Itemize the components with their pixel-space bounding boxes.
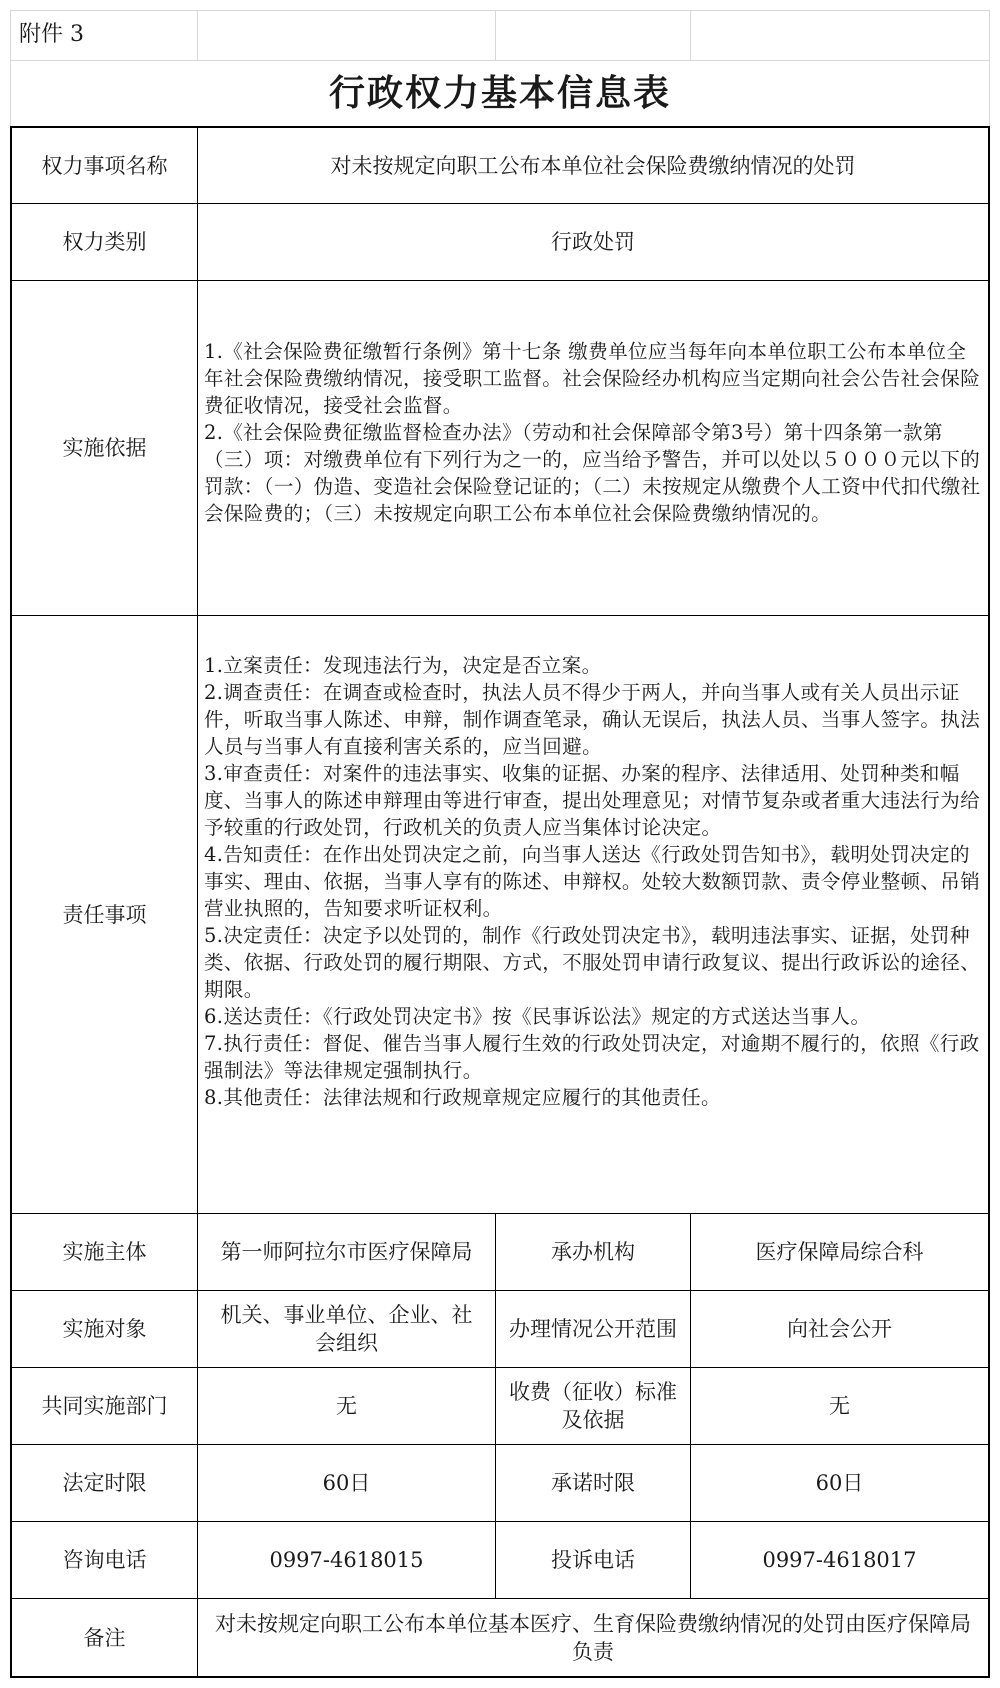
promised-time-limit-value: 60日 [815, 1471, 864, 1495]
joint-departments-label: 共同实施部门 [41, 1394, 168, 1418]
responsibility-item: 7.执行责任：督促、催告当事人履行生效的行政处罚决定，对逾期不履行的，依照《行政强制法》等法律规定强制执行。 [204, 1032, 980, 1082]
handling-org-value: 医疗保障局综合科 [755, 1240, 924, 1264]
gridline [989, 60, 990, 126]
responsibility-item: 6.送达责任：《行政处罚决定书》按《民事诉讼法》规定的方式送达当事人。 [204, 1005, 871, 1028]
responsibility-item: 2.调查责任：在调查或检查时，执法人员不得少于两人，并向当事人或有关人员出示证件，听取当事人陈述、申辩，制作调查笔录，确认无误后，执法人员、当事人签字。执法人员与当事人有直接利害关系的，应当回避。 [204, 681, 981, 758]
joint-departments-value: 无 [336, 1394, 357, 1418]
remarks-label: 备注 [83, 1625, 126, 1650]
target-value: 机关、事业单位、企业、社会组织 [220, 1303, 473, 1355]
promised-time-limit-label: 承诺时限 [551, 1471, 635, 1495]
target-label: 实施对象 [62, 1317, 147, 1341]
table-border [10, 1676, 990, 1678]
disclosure-scope-label: 办理情况公开范围 [509, 1317, 677, 1341]
legal-time-limit-label: 法定时限 [62, 1471, 147, 1495]
power-category-label: 权力类别 [62, 230, 147, 254]
responsibility-item: 8.其他责任：法律法规和行政规章规定应履行的其他责任。 [204, 1086, 721, 1109]
responsibility-item: 1.立案责任：发现违法行为，决定是否立案。 [204, 654, 602, 677]
responsibilities-text [204, 652, 982, 1111]
basis-label: 实施依据 [62, 436, 147, 460]
disclosure-scope-value: 向社会公开 [787, 1317, 892, 1341]
gridline [495, 10, 496, 60]
responsibility-item: 3.审查责任：对案件的违法事实、收集的证据、办案的程序、法律适用、处罚种类和幅度、当事人的陈述申辩理由等进行审查，提出处理意见；对情节复杂或者重大违法行为给予较重的行政处罚，行政机关的负责人应当集体讨论决定。 [204, 762, 981, 839]
basis-text [204, 338, 982, 527]
subject-value: 第一师阿拉尔市医疗保障局 [220, 1240, 473, 1264]
gridline [690, 10, 691, 60]
legal-time-limit-value: 60日 [322, 1471, 371, 1495]
consult-phone-value: 0997-4618015 [269, 1548, 424, 1572]
complaint-phone-label: 投诉电话 [551, 1548, 635, 1572]
gridline [197, 10, 198, 60]
power-name-label: 权力事项名称 [41, 153, 168, 178]
consult-phone-label: 咨询电话 [62, 1548, 147, 1572]
remarks-value: 对未按规定向职工公布本单位基本医疗、生育保险费缴纳情况的处罚由医疗保障局负责 [215, 1611, 971, 1664]
basis-paragraph: 1.《社会保险费征缴暂行条例》第十七条 缴费单位应当每年向本单位职工公布本单位全年社会保险费缴纳情况，接受职工监督。社会保险经办机构应当定期向社会公告社会保险费征收情况，接受社会监督。 [204, 340, 981, 417]
table-border [988, 126, 990, 1678]
gridline [989, 10, 990, 60]
handling-org-label: 承办机构 [551, 1240, 635, 1264]
subject-label: 实施主体 [62, 1240, 147, 1264]
power-category-value: 行政处罚 [551, 230, 635, 254]
power-name-value: 对未按规定向职工公布本单位社会保险费缴纳情况的处罚 [330, 153, 856, 178]
attachment-label: 附件 3 [19, 22, 84, 47]
basis-paragraph: 2.《社会保险费征缴监督检查办法》（劳动和社会保障部令第3号）第十四条第一款第（三）项：对缴费单位有下列行为之一的，应当给予警告，并可以处以５０００元以下的罚款：（一）伪造、变造社会保险登记证的；（二）未按规定从缴费个人工资中代扣代缴社会保险费的；（三）未按规定向职工公布本单位社会保险费缴纳情况的。 [204, 421, 981, 525]
responsibility-item: 5.决定责任：决定予以处罚的，制作《行政处罚决定书》，载明违法事实、证据，处罚种类、依据、行政处罚的履行期限、方式，不服处罚申请行政复议、提出行政诉讼的途径、期限。 [204, 924, 981, 1001]
page-title: 行政权力基本信息表 [328, 72, 671, 114]
responsibilities-label: 责任事项 [62, 902, 147, 927]
fee-standard-value: 无 [829, 1394, 850, 1418]
responsibility-item: 4.告知责任：在作出处罚决定之前，向当事人送达《行政处罚告知书》，载明处罚决定的事实、理由、依据，当事人享有的陈述、申辩权。处较大数额罚款、责令停业整顿、吊销营业执照的，告知要求听证权利。 [204, 843, 981, 920]
complaint-phone-value: 0997-4618017 [762, 1548, 917, 1572]
fee-standard-label: 收费（征收）标准及依据 [509, 1380, 677, 1432]
